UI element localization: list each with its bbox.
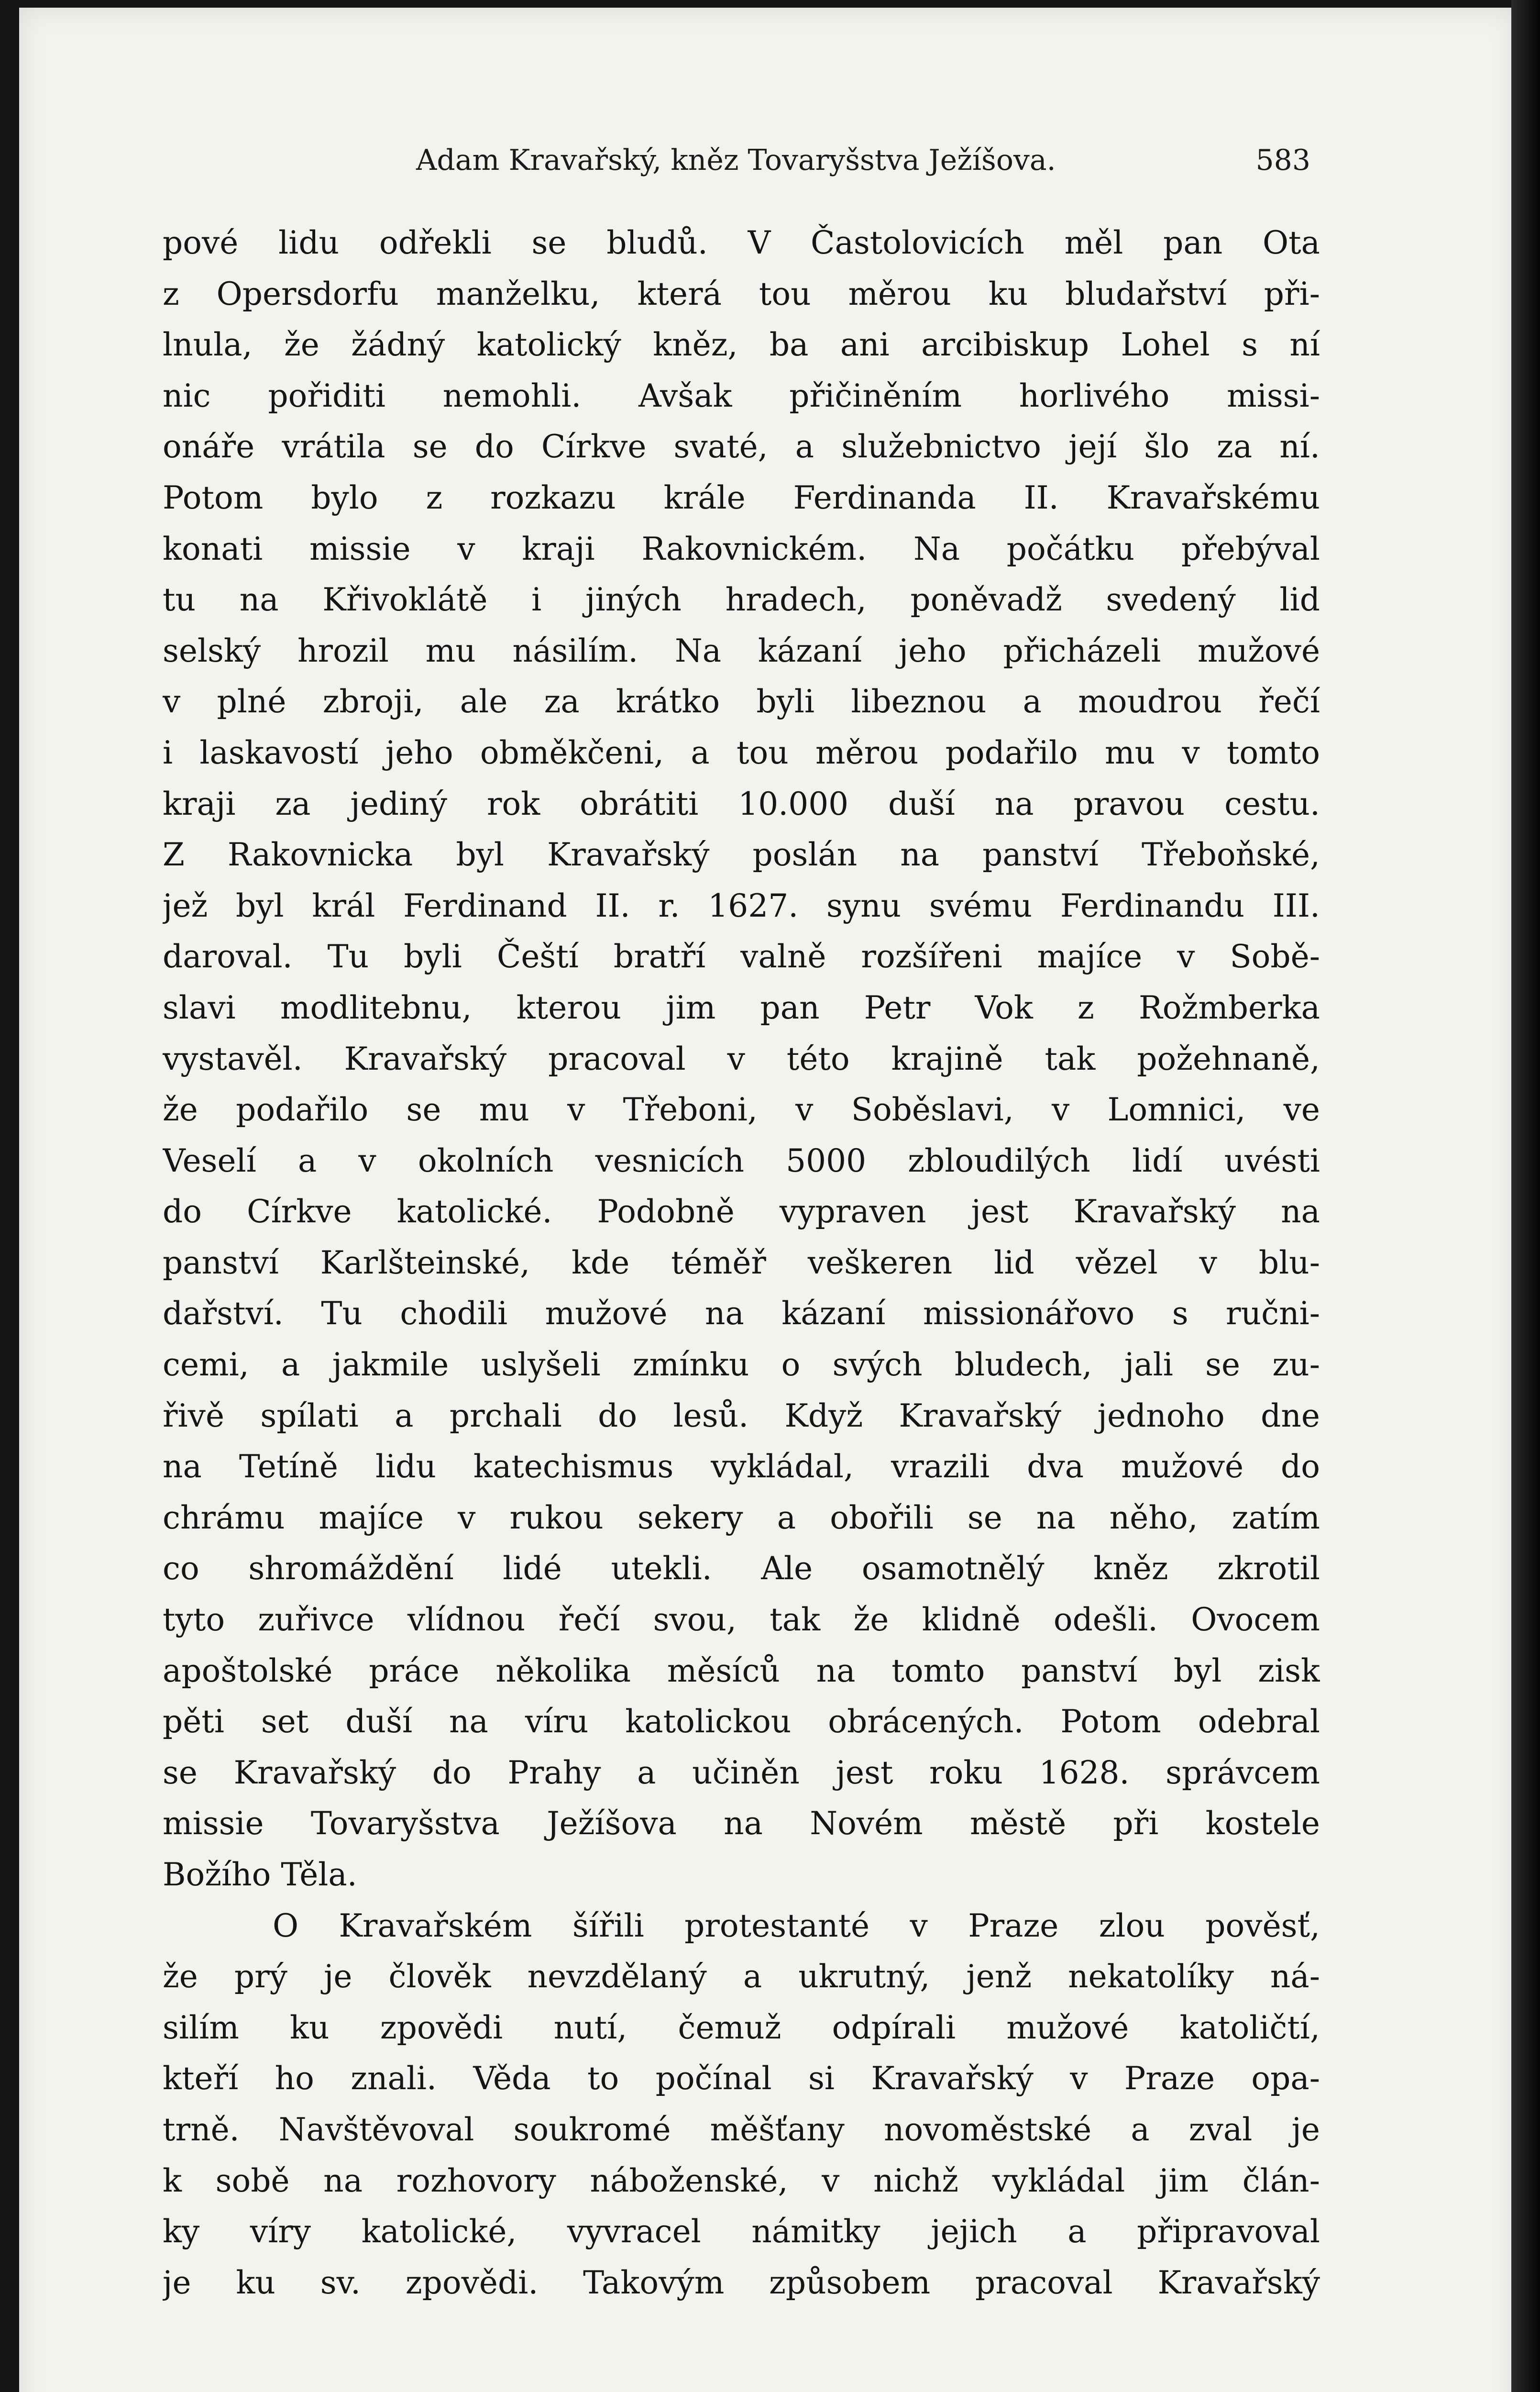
text-line: chrámu majíce v rukou sekery a obořili se na něho, zatím xyxy=(163,1499,1320,1536)
text-line: do Církve katolické. Podobně vypraven jest Kravařský na xyxy=(163,1193,1320,1230)
text-line: Veselí a v okolních vesnicích 5000 zbloudilých lidí uvésti xyxy=(163,1142,1320,1179)
text-line: Z Rakovnicka byl Kravařský poslán na panství Třeboňské, xyxy=(163,836,1320,874)
body-text xyxy=(163,218,1320,2308)
text-line: ky víry katolické, vyvracel námitky jejich a připravoval xyxy=(163,2213,1320,2250)
paragraph-2 xyxy=(163,1901,1320,2309)
text-line: že podařilo se mu v Třeboni, v Soběslavi, v Lomnici, ve xyxy=(163,1091,1320,1129)
page-header xyxy=(163,144,1310,187)
text-line: kteří ho znali. Věda to počínal si Kravařský v Praze opa- xyxy=(163,2060,1320,2097)
text-line: co shromáždění lidé utekli. Ale osamotnělý kněz zkrotil xyxy=(163,1550,1320,1587)
text-line: pové lidu odřekli se bludů. V Častolovicích měl pan Ota xyxy=(163,224,1320,261)
text-line: konati missie v kraji Rakovnickém. Na počátku přebýval xyxy=(163,530,1320,567)
text-line: silím ku zpovědi nutí, čemuž odpírali mužové katoličtí, xyxy=(163,2009,1320,2046)
text-line: cemi, a jakmile uslyšeli zmínku o svých bludech, jali se zu- xyxy=(163,1346,1320,1384)
text-line: daroval. Tu byli Čeští bratří valně rozšířeni majíce v Sobě- xyxy=(163,938,1320,975)
text-line: jež byl král Ferdinand II. r. 1627. synu svému Ferdinandu III. xyxy=(163,887,1320,924)
text-line: i laskavostí jeho obměkčeni, a tou měrou podařilo mu v tomto xyxy=(163,734,1320,771)
text-line: panství Karlšteinské, kde téměř veškeren lid vězel v blu- xyxy=(163,1244,1320,1281)
running-title: Adam Kravařský, kněz Tovaryšstva Ježíšova. xyxy=(416,144,1056,177)
text-line: slavi modlitebnu, kterou jim pan Petr Vok z Rožmberka xyxy=(163,989,1320,1026)
text-line: O Kravařském šířili protestanté v Praze zlou pověsť, xyxy=(273,1907,1320,1944)
paragraph-1 xyxy=(163,218,1320,1901)
text-line: pěti set duší na víru katolickou obrácených. Potom odebral xyxy=(163,1703,1320,1740)
page-number: 583 xyxy=(1255,144,1310,177)
text-line: k sobě na rozhovory náboženské, v nichž vykládal jim člán- xyxy=(163,2162,1320,2199)
text-line: na Tetíně lidu katechismus vykládal, vrazili dva mužové do xyxy=(163,1448,1320,1485)
text-line: Potom bylo z rozkazu krále Ferdinanda II. Kravařskému xyxy=(163,479,1320,516)
text-line: vystavěl. Kravařský pracoval v této krajině tak požehnaně, xyxy=(163,1040,1320,1077)
text-line: tyto zuřivce vlídnou řečí svou, tak že klidně odešli. Ovocem xyxy=(163,1601,1320,1639)
text-line: lnula, že žádný katolický kněz, ba ani arcibiskup Lohel s ní xyxy=(163,326,1320,364)
text-line: missie Tovaryšstva Ježíšova na Novém městě při kostele xyxy=(163,1805,1320,1842)
text-line: se Kravařský do Prahy a učiněn jest roku 1628. správcem xyxy=(163,1754,1320,1791)
text-line: nic pořiditi nemohli. Avšak přičiněním horlivého missi- xyxy=(163,377,1320,414)
text-line: onáře vrátila se do Církve svaté, a služebnictvo její šlo za ní. xyxy=(163,428,1320,465)
text-line: že prý je člověk nevzdělaný a ukrutný, jenž nekatolíky ná- xyxy=(163,1958,1320,1995)
text-line: kraji za jediný rok obrátiti 10.000 duší na pravou cestu. xyxy=(163,785,1320,822)
text-line: řivě spílati a prchali do lesů. Když Kravařský jednoho dne xyxy=(163,1397,1320,1434)
text-line: trně. Navštěvoval soukromé měšťany novoměstské a zval je xyxy=(163,2111,1320,2148)
text-line: v plné zbroji, ale za krátko byli libeznou a moudrou řečí xyxy=(163,683,1320,720)
text-line: dařství. Tu chodili mužové na kázaní missionářovo s ručni- xyxy=(163,1295,1320,1332)
text-line: apoštolské práce několika měsíců na tomto panství byl zisk xyxy=(163,1652,1320,1689)
scan-edge xyxy=(1511,0,1540,2392)
text-line: Božího Těla. xyxy=(163,1856,357,1893)
text-line: je ku sv. zpovědi. Takovým způsobem pracoval Kravařský xyxy=(163,2264,1320,2301)
text-line: selský hrozil mu násilím. Na kázaní jeho přicházeli mužové xyxy=(163,632,1320,669)
text-line: tu na Křivoklátě i jiných hradech, poněvadž svedený lid xyxy=(163,581,1320,619)
text-line: z Opersdorfu manželku, která tou měrou ku bludařství při- xyxy=(163,275,1320,312)
